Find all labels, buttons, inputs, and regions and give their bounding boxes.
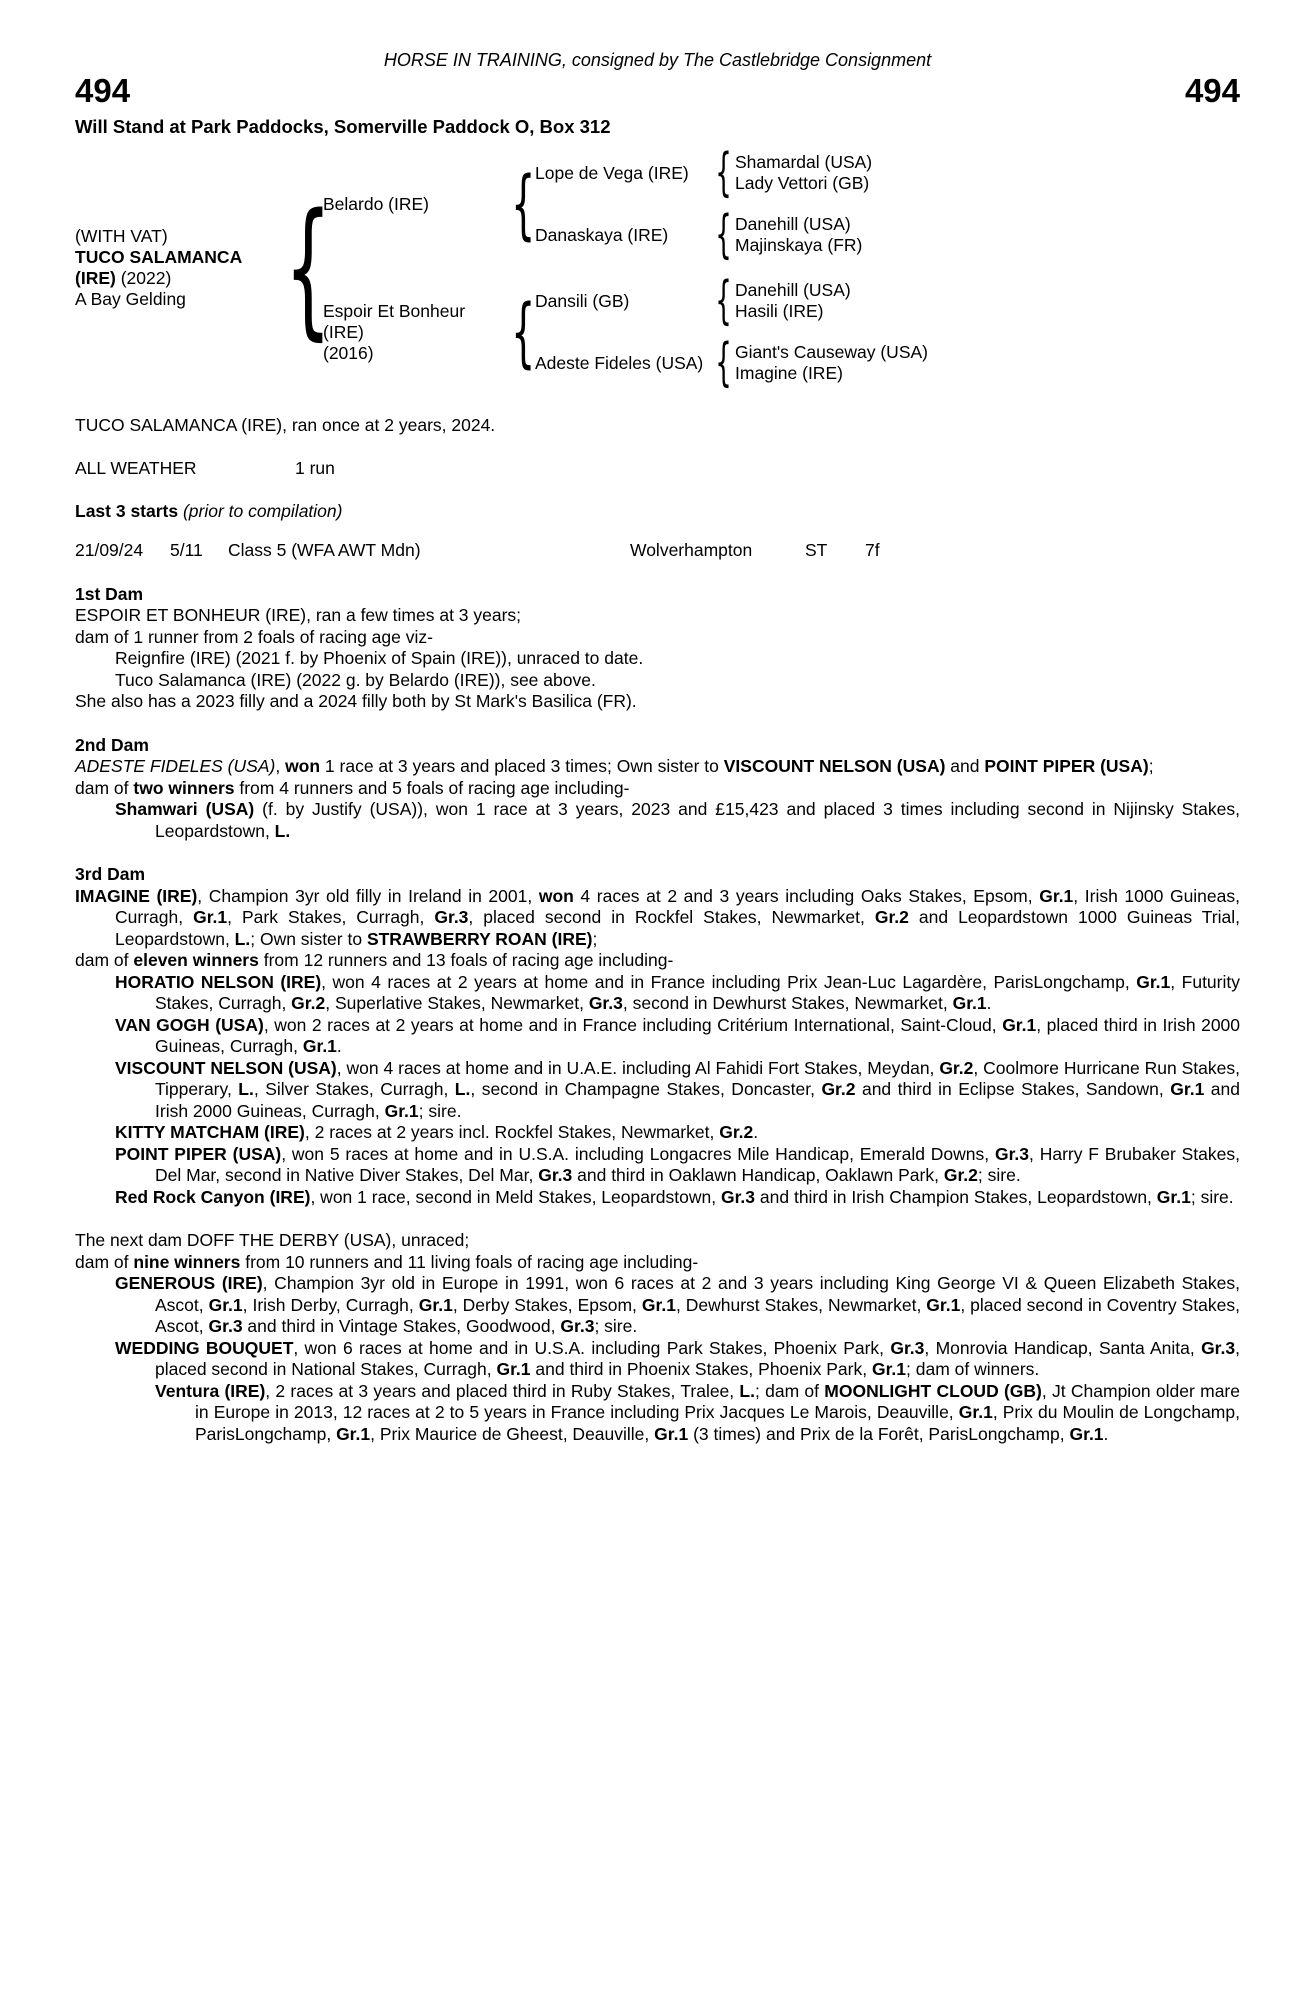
text-run: ; [1148,756,1154,776]
text-run: , Champion 3yr old in Europe in 1991, won 6 races at 2 and 3 years including King George VI & Queen Elizabeth Stakes, Ascot, [155,1273,1240,1315]
paragraph [75,756,1240,778]
section-heading: 1st Dam [75,583,144,604]
pedigree-section [75,864,1240,1208]
text-run: Ventura (IRE) [155,1380,266,1401]
paragraph [75,1251,1240,1274]
consignor-line: HORSE IN TRAINING, consigned by The Castlebridge Consignment [383,50,932,70]
text-run: , Harry F Brubaker Stakes, Del Mar, second in Native Diver Stakes, Del Mar, [155,1143,1240,1185]
race-position: 5/11 [170,540,203,560]
text-run: , [275,756,286,776]
text-run: L. [739,1380,755,1401]
text-run: , Superlative Stakes, Newmarket, [325,993,589,1013]
text-run: , won 4 races at home and in U.A.E. including Al Fahidi Fort Stakes, Meydan, [336,1057,940,1078]
text-run: won [538,885,574,906]
text-run: Gr.2 [943,1165,978,1185]
paragraph [115,1186,1240,1209]
text-run: , Silver Stakes, Curragh, [253,1079,455,1099]
text-run: , won 2 races at 2 years at home and in France including Critérium International, Saint-Cloud, [263,1014,1003,1035]
text-run: , placed second in National Stakes, Curragh, [155,1337,1240,1379]
text-run: Gr.1 [193,907,228,927]
text-run: , Derby Stakes, Epsom, [452,1294,642,1315]
text-run: eleven winners [133,950,259,970]
text-run: and third in Oaklawn Handicap, Oaklawn Park, [572,1165,944,1185]
text-run: Red Rock Canyon (IRE) [115,1186,311,1207]
pedigree-branch [535,333,928,393]
pedigree-name: Shamardal (USA) [735,152,873,172]
text-run: , placed second in Rockfel Stakes, Newmarket, [468,907,875,927]
subject-description: A Bay Gelding [75,289,186,309]
text-run: and Leopardstown 1000 Guineas Trial, Leopardstown, [115,907,1240,949]
text-run: MOONLIGHT CLOUD (GB) [824,1380,1042,1401]
grandsire-name: Lope de Vega (IRE) [535,162,689,183]
text-run: VISCOUNT NELSON (USA) [115,1057,337,1078]
text-run: dam of 1 runner from 2 foals of racing age viz- [75,626,433,647]
great-grandparents [735,214,862,256]
text-run: STRAWBERRY ROAN (IRE) [366,928,593,949]
text-run: won [285,756,321,776]
stand-location: Will Stand at Park Paddocks, Somerville Paddock O, Box 312 [75,115,611,137]
text-run: L. [274,820,291,841]
paragraph [75,777,1240,800]
sire-branch [323,143,928,265]
text-run: ESPOIR ET BONHEUR (IRE), ran a few times at 3 years; [75,605,522,625]
text-run: and Irish 2000 Guineas, Curragh, [155,1079,1240,1121]
pedigree-section [75,735,1240,843]
text-run: from 4 runners and 5 foals of racing age including- [234,777,630,798]
vat-note: (WITH VAT) [75,226,168,246]
text-run: ADESTE FIDELES (USA) [75,756,276,776]
text-run: Gr.1 [1069,1423,1104,1444]
text-run: two winners [133,777,235,798]
text-run: and third in Phoenix Stakes, Phoenix Park, [530,1359,872,1379]
great-grandparents [735,152,872,194]
paragraph [75,885,1240,951]
text-run: , second in Champagne Stakes, Doncaster, [470,1079,822,1099]
text-run: . [336,1036,342,1056]
text-run: L. [238,1079,254,1099]
subject-year: (2022) [115,268,172,288]
text-run: Gr.3 [538,1165,573,1185]
pedigree-branch [535,271,928,331]
text-run: VAN GOGH (USA) [115,1014,264,1035]
race-distance: 7f [865,540,880,560]
text-run: Gr.3 [994,1143,1030,1164]
text-run: 4 races at 2 and 3 years including Oaks Stakes, Epsom, [573,885,1040,906]
paragraph [115,1337,1240,1381]
text-run: , Coolmore Hurricane Run Stakes, Tipperary, [155,1057,1240,1099]
last-starts-title: Last 3 starts [75,501,179,521]
pedigree-brace: { [284,182,332,354]
text-run: , Prix du Moulin de Longchamp, ParisLongchamp, [195,1402,1240,1444]
pedigree-brace: { [715,271,733,331]
text-run: Gr.2 [291,993,326,1013]
paragraph [75,1230,1240,1252]
text-run: dam of [75,777,134,798]
text-run: Gr.3 [434,907,469,927]
text-run: Gr.1 [1156,1186,1191,1207]
granddam-name: Adeste Fideles (USA) [535,352,704,373]
text-run: Shamwari (USA) [115,799,255,819]
text-run: Tuco Salamanca (IRE) (2022 g. by Belardo (IRE)), see above. [115,669,596,690]
pedigree-brace: { [715,333,733,393]
text-run: and third in Vintage Stakes, Goodwood, [242,1316,561,1336]
pedigree-section [75,584,1240,713]
text-run: from 10 runners and 11 living foals of racing age including- [240,1251,699,1272]
race-class: Class 5 (WFA AWT Mdn) [228,540,421,560]
text-run: Gr.1 [641,1294,676,1315]
text-run: HORATIO NELSON (IRE) [115,971,322,992]
subject-country: (IRE) [75,268,116,288]
text-run: , placed second in Coventry Stakes, Ascot, [155,1294,1240,1336]
text-run: L. [454,1079,471,1099]
surface-label: ALL WEATHER [75,458,197,478]
text-run: ; [592,928,598,949]
text-run: GENEROUS (IRE) [115,1273,263,1293]
text-run: , 2 races at 3 years and placed third in Ruby Stakes, Tralee, [265,1380,740,1401]
subject-suffix [75,268,293,289]
pedigree-brace: { [715,143,733,203]
pedigree-name: Hasili (IRE) [735,301,824,321]
text-run: and third in Irish Champion Stakes, Leopardstown, [755,1186,1157,1207]
text-run: 1 race at 3 years and placed 3 times; Own sister to [320,756,724,776]
text-run: ; Own sister to [250,928,367,949]
text-run: , Prix Maurice de Gheest, Deauville, [370,1423,655,1444]
text-run: Gr.1 [1039,885,1074,906]
text-run: WEDDING BOUQUET [115,1337,294,1358]
pedigree-brace: { [510,159,536,248]
text-run: ; dam of winners. [906,1359,1040,1379]
text-run: Gr.3 [1201,1337,1236,1358]
lot-number-right: 494 [1184,71,1240,109]
text-run: dam of [75,950,134,970]
text-run: Gr.3 [208,1316,243,1336]
text-run: , Dewhurst Stakes, Newmarket, [675,1294,927,1315]
paragraph [115,1057,1240,1123]
text-run: ; sire. [418,1100,462,1121]
text-run: . [753,1122,759,1142]
sire-grandparents [535,143,873,265]
race-summary: TUCO SALAMANCA (IRE), ran once at 2 years, 2024. [75,415,496,435]
text-run: Gr.1 [1002,1014,1037,1035]
pedigree-name: Majinskaya (FR) [735,235,863,255]
text-run: . [986,993,992,1013]
text-run: , Jt Champion older mare in Europe in 2013, 12 races at 2 to 5 years in France including Prix Jacques Le Marois, Deauville, [195,1380,1240,1422]
paragraph [115,971,1240,1015]
text-run: , Irish 1000 Guineas, Curragh, [115,885,1240,927]
text-run: Gr.1 [496,1359,531,1379]
paragraph [115,799,1240,842]
text-run: , Irish Derby, Curragh, [242,1294,419,1315]
paragraph [75,950,1240,972]
race-date: 21/09/24 [75,540,144,560]
text-run: Gr.1 [302,1036,337,1056]
text-run: Gr.2 [719,1122,754,1142]
paragraph [115,648,1240,670]
text-run: Gr.1 [958,1402,993,1422]
pedigree-name: Danehill (USA) [735,214,851,234]
paragraph [75,691,1240,713]
text-run: , won 5 races at home and in U.S.A. including Longacres Mile Handicap, Emerald Downs, [281,1143,995,1164]
text-run: Gr.1 [208,1294,243,1315]
pedigree-brace: { [510,287,536,376]
paragraph [115,1014,1241,1058]
text-run: POINT PIPER (USA) [115,1143,282,1164]
dam-branch [323,271,928,393]
text-run: dam of [75,1251,134,1272]
pedigree-name: Danehill (USA) [735,280,851,300]
pedigree-branch [535,205,872,265]
pedigree-text-sections [75,584,1240,1446]
paragraph [115,1273,1240,1338]
text-run: , won 1 race, second in Meld Stakes, Leopardstown, [310,1186,721,1207]
text-run: and [945,756,985,776]
text-run: , 2 races at 2 years incl. Rockfel Stakes, Newmarket, [304,1122,720,1142]
granddam-name: Danaskaya (IRE) [535,224,669,245]
pedigree-table [75,143,1240,393]
text-run: Gr.1 [336,1423,371,1444]
text-run: Reignfire (IRE) (2021 f. by Phoenix of Spain (IRE)), unraced to date. [115,648,644,668]
text-run: The next dam DOFF THE DERBY (USA), unraced; [75,1230,470,1250]
text-run: ; sire. [977,1165,1021,1185]
text-run: . [1103,1423,1109,1444]
text-run: She also has a 2023 filly and a 2024 filly both by St Mark's Basilica (FR). [75,691,637,711]
text-run: Gr.2 [874,907,909,927]
dam-name-line: (2016) [323,342,374,363]
pedigree-name: Giant's Causeway (USA) [735,342,928,362]
text-run: ; dam of [754,1380,825,1401]
subject-name: TUCO SALAMANCA [75,247,243,267]
paragraph [75,626,1240,649]
text-run: Gr.1 [926,1294,961,1315]
text-run: Gr.2 [821,1079,856,1099]
race-course: Wolverhampton [630,540,753,560]
paragraph [115,1143,1240,1187]
great-grandparents [735,280,851,322]
race-result-row [75,540,1240,562]
text-run: , second in Dewhurst Stakes, Newmarket, [622,993,953,1013]
paragraph [115,1122,1240,1144]
text-run: , Futurity Stakes, Curragh, [155,971,1240,1013]
pedigree-generations [323,143,928,393]
text-run: ; sire. [594,1316,638,1336]
text-run: Gr.1 [871,1359,907,1379]
dam-name [323,301,511,364]
great-grandparents [735,342,928,384]
pedigree-name: Imagine (IRE) [735,363,843,383]
text-run: Gr.3 [890,1337,925,1358]
text-run: , Champion 3yr old filly in Ireland in 2001, [197,885,539,906]
text-run: ; sire. [1190,1186,1234,1207]
text-run: KITTY MATCHAM (IRE) [115,1122,305,1142]
text-run: Gr.2 [939,1057,974,1078]
pedigree-name: Lady Vettori (GB) [735,173,870,193]
surface-runs: 1 run [295,458,335,478]
last-starts-note: (prior to compilation) [178,501,343,521]
dam-name-line: Espoir Et Bonheur [323,300,466,321]
pedigree-branch [535,143,873,203]
text-run: Gr.1 [418,1294,453,1315]
text-run: , won 4 races at 2 years at home and in France including Prix Jean-Luc Lagardère, ParisLongchamp, [321,971,1137,992]
text-run: and third in Eclipse Stakes, Sandown, [855,1079,1171,1099]
text-run: Gr.1 [1136,971,1171,992]
lot-row [75,71,1240,109]
section-heading: 2nd Dam [75,734,149,755]
section-heading: 3rd Dam [75,864,146,884]
text-run: Gr.3 [588,993,623,1013]
text-run: Gr.3 [720,1186,756,1207]
pedigree-section [75,1230,1240,1445]
text-run: , Monrovia Handicap, Santa Anita, [924,1337,1202,1358]
text-run: L. [234,928,251,949]
paragraph [155,1380,1240,1446]
text-run: nine winners [133,1251,241,1272]
text-run: Gr.1 [1170,1079,1205,1099]
text-run: from 12 runners and 13 foals of racing age including- [258,950,674,970]
paragraph [115,669,1240,692]
text-run: (3 times) and Prix de la Forêt, ParisLongchamp, [688,1423,1070,1444]
race-going: ST [805,540,828,560]
text-run: , Park Stakes, Curragh, [227,907,435,927]
text-run: Gr.1 [654,1423,689,1444]
text-run: IMAGINE (IRE) [75,885,198,906]
text-run: Gr.3 [560,1316,595,1336]
last-starts-heading [75,501,1240,523]
dam-grandparents [535,271,928,393]
text-run: VISCOUNT NELSON (USA) [723,756,946,776]
text-run: Gr.1 [384,1100,419,1121]
paragraph [75,605,1240,627]
text-run: Gr.1 [952,993,987,1013]
sire-name: Belardo (IRE) [323,193,430,214]
text-run: (f. by Justify (USA)), won 1 race at 3 years, 2023 and £15,423 and placed 3 times including second in Nijinsky Stakes, Leopardstown, [155,799,1240,841]
surface-record-row [75,458,1240,480]
lot-number-left: 494 [75,71,131,109]
text-run: , placed third in Irish 2000 Guineas, Curragh, [155,1014,1241,1056]
grandsire-name: Dansili (GB) [535,290,630,311]
subject-block [75,226,293,310]
text-run: , won 6 races at home and in U.S.A. including Park Stakes, Phoenix Park, [293,1337,891,1358]
text-run: POINT PIPER (USA) [984,756,1149,776]
pedigree-brace: { [715,205,733,265]
dam-name-line: (IRE) [323,321,364,342]
